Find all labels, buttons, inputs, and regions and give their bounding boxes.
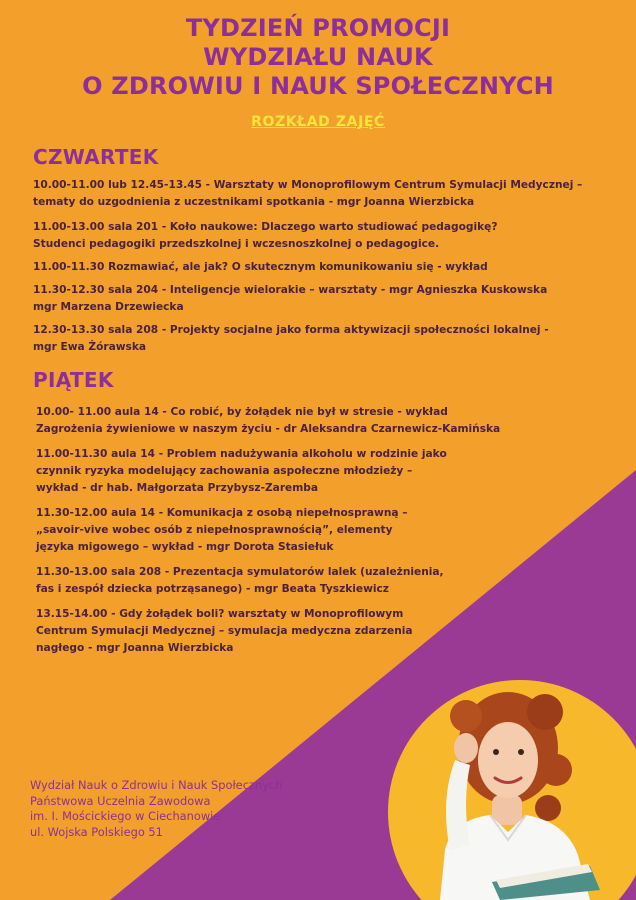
footer-line: Państwowa Uczelnia Zawodowa — [30, 793, 211, 808]
friday-heading: PIĄTEK — [33, 368, 114, 392]
face-shape — [478, 722, 538, 798]
footer-line: ul. Wojska Polskiego 51 — [30, 824, 163, 839]
eye-left — [493, 749, 499, 755]
hair-curl — [535, 795, 561, 821]
hair-curl — [540, 754, 572, 786]
event-item: 10.00-11.00 lub 12.45-13.45 - Warsztaty w Monoprofilowym Centrum Symulacji Medycznej – tematy do uzgodnienia z uczestnikami spotkania - mgr Joanna Wierzbicka — [33, 179, 583, 208]
neck-shape — [492, 795, 522, 825]
event-item: 11.30-12.00 aula 14 - Komunikacja z osobą niepełnosprawną – „savoir-vive wobec osób z niepełnosprawnością”, elementy języka migowego – wykład - mgr Dorota Stasiełuk — [36, 507, 408, 553]
event-item: 11.00-13.00 sala 201 - Koło naukowe: Dlaczego warto studiować pedagogikę? Studenci pedagogiki przedszkolnej i wczesnoszkolnej o pedagogice. — [33, 221, 498, 250]
event-item: 12.30-13.30 sala 208 - Projekty socjalne jako forma aktywizacji społeczności lokalnej - mgr Ewa Żórawska — [33, 324, 549, 353]
footer-line: Wydział Nauk o Zdrowiu i Nauk Społecznych — [30, 778, 283, 792]
title-line: TYDZIEŃ PROMOCJI — [185, 14, 451, 42]
thursday-heading: CZWARTEK — [33, 145, 159, 169]
hair-curl — [450, 700, 482, 732]
hair-curl — [527, 694, 563, 730]
title-line: WYDZIAŁU NAUK — [203, 43, 433, 71]
event-item: 10.00- 11.00 aula 14 - Co robić, by żołądek nie był w stresie - wykład Zagrożenia żywieniowe w naszym życiu - dr Aleksandra Czarnewicz-Kamińska — [36, 406, 501, 435]
raised-arm — [446, 760, 470, 850]
event-item: 13.15-14.00 - Gdy żołądek boli? warsztaty w Monoprofilowym Centrum Symulacji Medycznej – symulacja medyczna zdarzenia nagłego - mgr Joanna Wierzbicka — [36, 608, 413, 654]
event-item: 11.30-13.00 sala 208 - Prezentacja symulatorów lalek (uzależnienia, fas i zespół dziecka potrząsanego) - mgr Beata Tyszkiewicz — [36, 566, 444, 595]
event-item: 11.00-11.30 aula 14 - Problem nadużywania alkoholu w rodzinie jako czynnik ryzyka modelujący zachowania aspołeczne młodzieży – wykład - dr hab. Małgorzata Przybysz-Zaremba — [36, 448, 447, 494]
title-line: O ZDROWIU I NAUK SPOŁECZNYCH — [82, 72, 554, 100]
hand-shape — [454, 733, 478, 763]
eye-right — [518, 749, 524, 755]
schedule-subtitle: ROZKŁAD ZAJĘĆ — [251, 114, 385, 130]
event-item: 11.30-12.30 sala 204 - Inteligencje wielorakie – warsztaty - mgr Agnieszka Kuskowska mgr Marzena Drzewiecka — [33, 284, 548, 313]
event-item: 11.00-11.30 Rozmawiać, ale jak? O skutecznym komunikowaniu się - wykład — [33, 261, 488, 273]
footer-line: im. I. Mościckiego w Ciechanowie — [30, 809, 221, 823]
